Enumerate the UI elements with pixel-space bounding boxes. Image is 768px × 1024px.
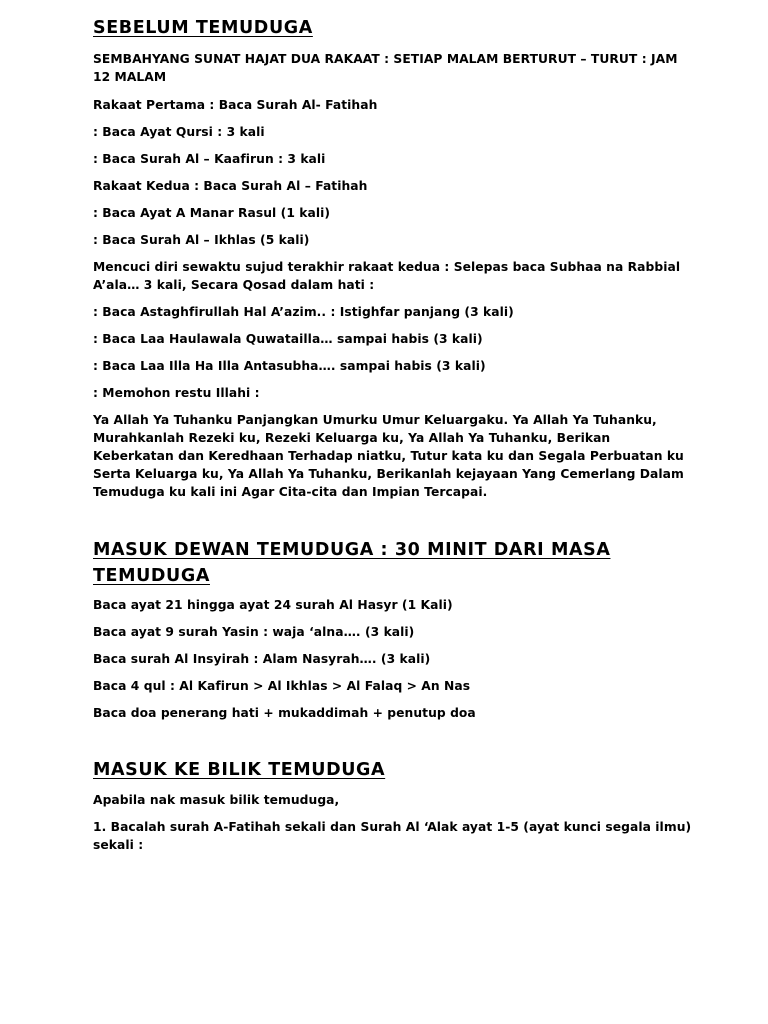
paragraph: : Baca Astaghfirullah Hal A’azim.. : Istighfar panjang (3 kali) [93,305,514,319]
paragraph: Mencuci diri sewaktu sujud terakhir rakaat kedua : Selepas baca Subhaa na Rabbial A’ala… 3 kali, Secara Qosad dalam hati : [93,260,681,292]
paragraph: Apabila nak masuk bilik temuduga, [93,793,340,807]
paragraph: Rakaat Kedua : Baca Surah Al – Fatihah [93,179,368,193]
paragraph: Ya Allah Ya Tuhanku Panjangkan Umurku Umur Keluargaku. Ya Allah Ya Tuhanku, Murahkanlah Rezeki ku, Rezeki Keluarga ku, Ya Allah Ya Tuhanku, Berikan Keberkatan dan Keredhaan Terhadap niatku, Tutur kata ku dan Segala Perbuatan ku Serta Keluarga ku, Ya Allah Ya Tuhanku, Berikanlah kejayaan Yang Cemerlang Dalam Temuduga ku kali ini Agar Cita-cita dan Impian Tercapai. [93,413,684,499]
paragraph: : Baca Laa Haulawala Quwatailla… sampai habis (3 kali) [93,332,483,346]
paragraph: 1. Bacalah surah A-Fatihah sekali dan Surah Al ‘Alak ayat 1-5 (ayat kunci segala ilmu) sekali : [93,820,692,852]
section-masuk-ke-bilik-temuduga [93,758,693,854]
section-heading: SEBELUM TEMUDUGA [93,18,313,38]
paragraph: Baca ayat 9 surah Yasin : waja ‘alna…. (3 kali) [93,625,415,639]
paragraph: : Baca Laa Illa Ha Illa Antasubha…. sampai habis (3 kali) [93,359,486,373]
paragraph: Baca doa penerang hati + mukaddimah + penutup doa [93,706,476,720]
section-sebelum-temuduga [93,16,693,501]
paragraph: : Baca Ayat A Manar Rasul (1 kali) [93,206,331,220]
paragraph: : Baca Surah Al – Kaafirun : 3 kali [93,152,326,166]
paragraph: : Baca Surah Al – Ikhlas (5 kali) [93,233,310,247]
section-heading: MASUK DEWAN TEMUDUGA : 30 MINIT DARI MASA TEMUDUGA [93,540,611,586]
paragraph: SEMBAHYANG SUNAT HAJAT DUA RAKAAT : SETIAP MALAM BERTURUT – TURUT : JAM 12 MALAM [93,52,678,84]
paragraph: Baca surah Al Insyirah : Alam Nasyrah…. (3 kali) [93,652,431,666]
paragraph: Rakaat Pertama : Baca Surah Al- Fatihah [93,98,378,112]
paragraph: : Baca Ayat Qursi : 3 kali [93,125,265,139]
document-body [93,16,693,854]
paragraph: : Memohon restu Illahi : [93,386,260,400]
section-heading: MASUK KE BILIK TEMUDUGA [93,760,386,780]
section-masuk-dewan-temuduga [93,537,693,722]
paragraph: Baca 4 qul : Al Kafirun > Al Ikhlas > Al Falaq > An Nas [93,679,471,693]
paragraph: Baca ayat 21 hingga ayat 24 surah Al Hasyr (1 Kali) [93,598,453,612]
